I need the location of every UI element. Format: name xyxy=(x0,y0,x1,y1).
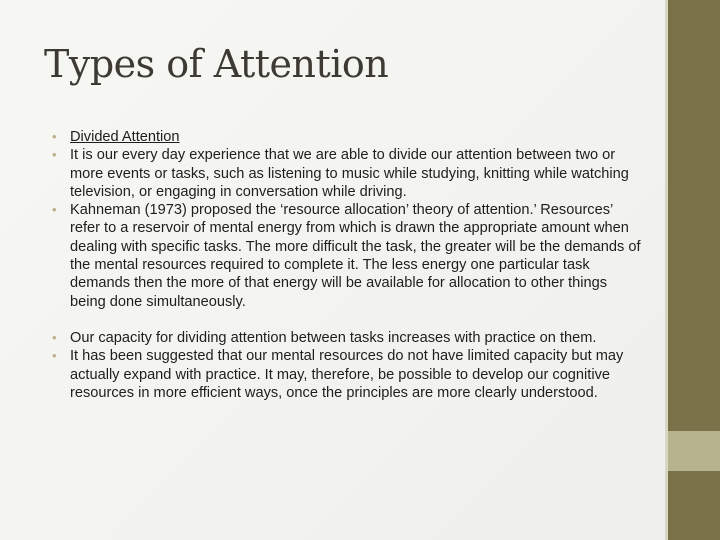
sidebar-accent-block xyxy=(668,431,720,471)
bullet-icon: • xyxy=(52,147,57,163)
bullet-item xyxy=(52,128,642,146)
bullet-text: Kahneman (1973) proposed the ‘resource allocation’ theory of attention.’ Resources’ refer to a reservoir of mental energy from which is drawn the appropriate amount when dealing with specific tasks. The more difficult the task, the greater will be the demands of the mental resources required to complete it. The less energy one particular task demands then the more of that energy will be available for allocation to other things being done simultaneously. xyxy=(70,202,641,310)
decorative-sidebar xyxy=(665,0,720,540)
bullet-item xyxy=(52,201,642,311)
bullet-list-2 xyxy=(52,329,642,402)
bullet-text: It has been suggested that our mental resources do not have limited capacity but may actually expand with practice. It may, therefore, be possible to develop our cognitive resources in more efficient ways, once the principles are more clearly understood. xyxy=(70,348,624,401)
bullet-heading-divided-attention: Divided Attention xyxy=(70,129,180,145)
bullet-item xyxy=(52,329,642,347)
bullet-item xyxy=(52,347,642,402)
bullet-item xyxy=(52,146,642,201)
paragraph-spacer xyxy=(52,311,642,329)
bullet-text: Our capacity for dividing attention between tasks increases with practice on them. xyxy=(70,329,597,346)
bullet-text: It is our every day experience that we are able to divide our attention between two or more events or tasks, such as listening to music while studying, knitting while watching television, or engaging in conversation while driving. xyxy=(70,147,629,200)
bullet-icon: • xyxy=(52,129,57,144)
bullet-icon: • xyxy=(52,348,57,364)
slide-title: Types of Attention xyxy=(44,42,389,86)
bullet-icon: • xyxy=(52,329,57,345)
slide-body xyxy=(52,128,642,402)
bullet-list-1 xyxy=(52,128,642,311)
bullet-icon: • xyxy=(52,202,57,218)
